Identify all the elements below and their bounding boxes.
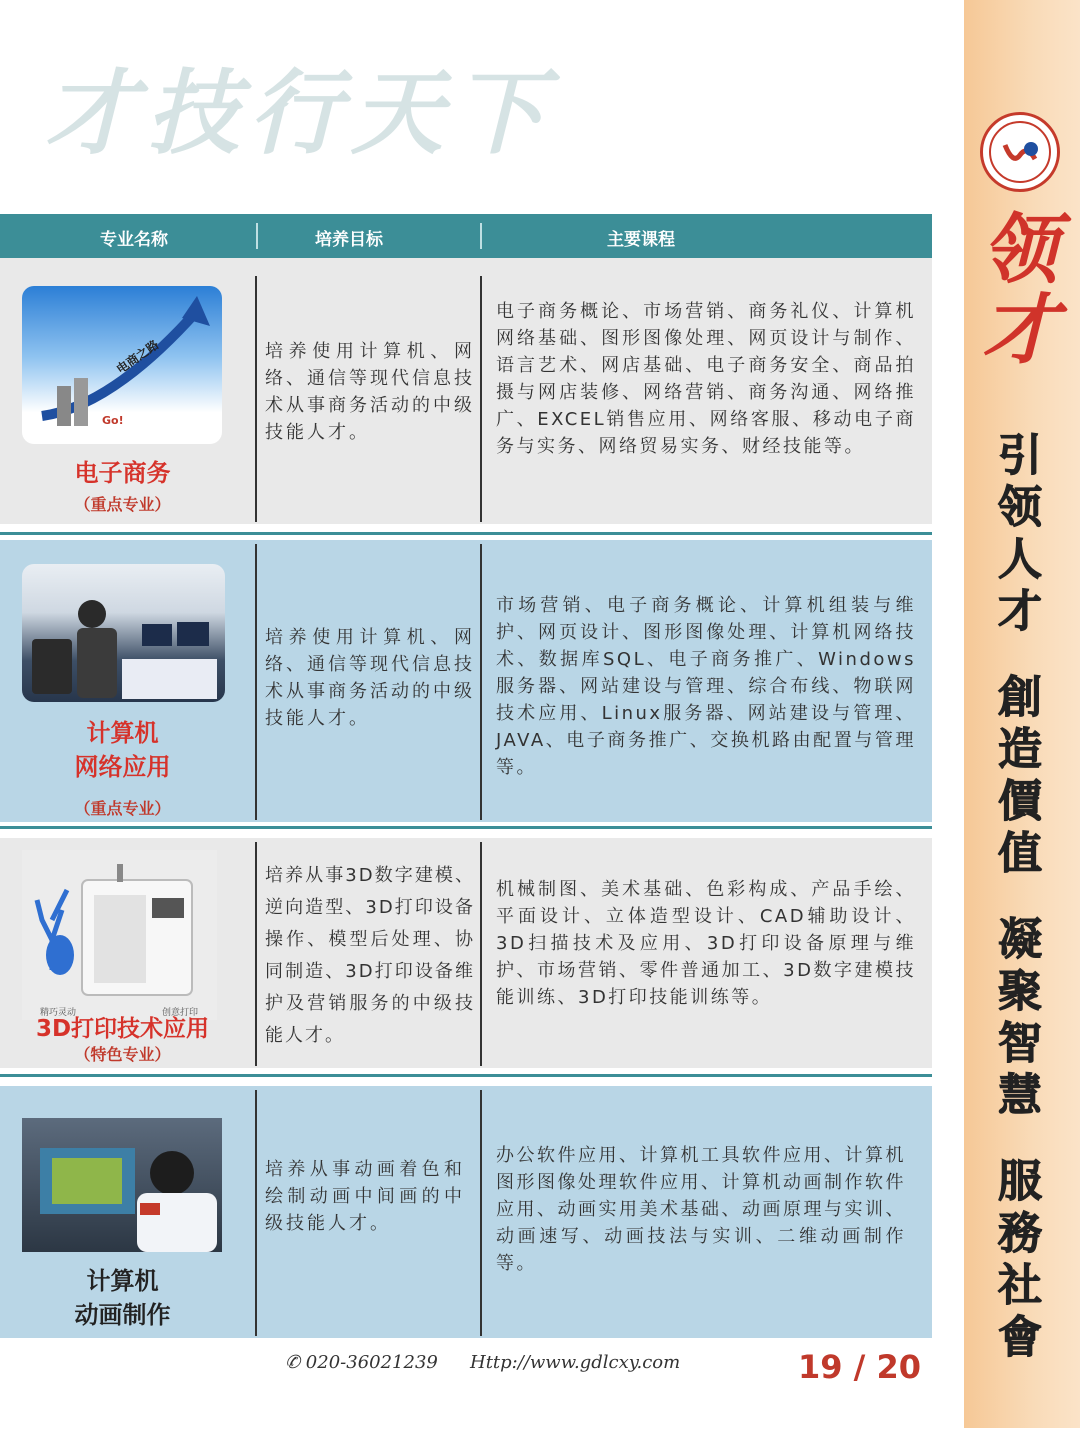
table-row <box>0 1086 932 1338</box>
header-main-courses: 主要课程 <box>607 230 675 250</box>
column-divider <box>255 842 257 1066</box>
row-divider <box>0 532 932 535</box>
header-divider <box>480 223 482 249</box>
main-courses: 电子商务概论、市场营销、商务礼仪、计算机网络基础、图形图像处理、网页设计与制作、语言艺术、网店基础、电子商务安全、商品拍摄与网店装修、网络营销、商务沟通、网络推广、EXCEL销售应用、网络客服、移动电子商务与实务、网络贸易实务、财经技能等。 <box>496 301 916 457</box>
major-name-line: 计算机 <box>86 1267 159 1295</box>
column-divider <box>255 1090 257 1336</box>
column-divider <box>480 544 482 820</box>
ecommerce-photo-caption: 电商之路 <box>113 337 162 377</box>
row-divider <box>0 1074 932 1077</box>
major-name-line: 网络应用 <box>74 753 171 781</box>
major-name <box>0 716 245 784</box>
training-goal: 培养从事动画着色和绘制动画中间画的中级技能人才。 <box>265 1159 465 1234</box>
main-courses: 机械制图、美术基础、色彩构成、产品手绘、平面设计、立体造型设计、CAD辅助设计、3D扫描技术及应用、3D打印设备原理与维护、市场营销、零件普通加工、3D数字建模技能训练、3D打印技能训练等。 <box>496 879 916 1008</box>
training-goal: 培养从事3D数字建模、逆向造型、3D打印设备操作、模型后处理、协同制造、3D打印设备维护及营销服务的中级技能人才。 <box>265 865 475 1046</box>
slogan-1: 引领人才 <box>998 430 1042 637</box>
footer-website-link[interactable]: Http://www.gdlcxy.com <box>470 1352 681 1373</box>
school-logo-icon <box>980 112 1060 192</box>
animation-class-photo <box>22 1118 222 1252</box>
row-divider <box>0 826 932 829</box>
header-training-goal: 培养目标 <box>315 230 383 250</box>
footer-phone: ✆ 020-36021239 <box>285 1352 438 1373</box>
major-name-line: 电子商务 <box>74 459 171 487</box>
column-divider <box>480 842 482 1066</box>
major-name <box>0 456 245 490</box>
3d-photo-caption-right: 创意打印 <box>162 1008 199 1018</box>
major-tag: （重点专业） <box>74 799 171 818</box>
slogan-2: 創造價值 <box>998 672 1042 879</box>
ecommerce-photo-go: Go! <box>102 414 124 427</box>
training-goal: 培养使用计算机、网络、通信等现代信息技术从事商务活动的中级技能人才。 <box>265 627 475 729</box>
brand-lingcai: 领才 <box>982 205 1058 374</box>
3d-printer-photo <box>22 850 217 1020</box>
main-courses: 办公软件应用、计算机工具软件应用、计算机图形图像处理软件应用、计算机动画制作软件应用、动画实用美术基础、动画原理与实训、动画速写、动画技法与实训、二维动画制作等。 <box>496 1145 906 1274</box>
page-headline: 才技行天下 <box>45 59 556 167</box>
ecommerce-photo <box>22 286 222 444</box>
column-divider <box>480 1090 482 1336</box>
major-tag: （特色专业） <box>74 1045 171 1064</box>
column-divider <box>255 276 257 522</box>
slogan-3: 凝聚智慧 <box>998 914 1042 1121</box>
page-number: 19 / 20 <box>798 1348 922 1386</box>
table-row <box>0 540 932 822</box>
3d-photo-caption-left: 精巧灵动 <box>40 1008 77 1018</box>
main-courses: 市场营销、电子商务概论、计算机组装与维护、网页设计、图形图像处理、计算机网络技术、数据库SQL、电子商务推广、Windows服务器、网站建设与管理、综合布线、物联网技术应用、Linux服务器、网站建设与管理、JAVA、电子商务推广、交换机路由配置与管理等。 <box>496 595 916 778</box>
table-row <box>0 258 932 524</box>
major-name-line: 计算机 <box>86 719 159 747</box>
header-major-name: 专业名称 <box>100 230 168 250</box>
table-header <box>0 214 932 258</box>
header-divider <box>256 223 258 249</box>
slogan-4: 服務社會 <box>998 1156 1042 1363</box>
major-name-line: 动画制作 <box>74 1301 171 1329</box>
major-name-line: 3D打印技术应用 <box>35 1016 210 1042</box>
column-divider <box>480 276 482 522</box>
network-class-photo <box>22 564 225 702</box>
column-divider <box>255 544 257 820</box>
table-row <box>0 838 932 1068</box>
major-name <box>0 1264 245 1332</box>
major-tag: （重点专业） <box>74 495 171 514</box>
training-goal: 培养使用计算机、网络、通信等现代信息技术从事商务活动的中级技能人才。 <box>265 341 475 443</box>
major-name <box>0 1012 245 1046</box>
